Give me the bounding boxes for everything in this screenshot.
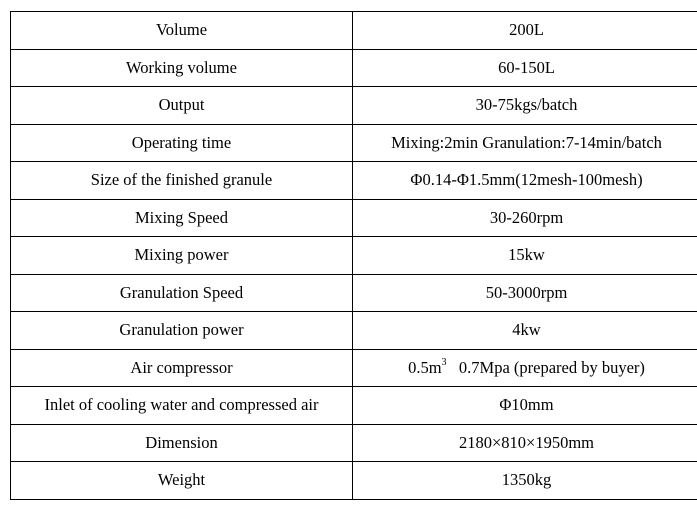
air-volume-value: 0.5m <box>408 357 442 377</box>
specification-table <box>10 11 697 500</box>
table-row <box>11 199 697 237</box>
spec-value: 1350kg <box>353 462 697 500</box>
spec-value: 50-3000rpm <box>353 274 697 312</box>
spec-label: Weight <box>11 462 353 500</box>
spec-label: Granulation power <box>11 312 353 350</box>
spec-value: 30-75kgs/batch <box>353 87 697 125</box>
table-row <box>11 462 697 500</box>
spec-label: Working volume <box>11 49 353 87</box>
spec-value: 30-260rpm <box>353 199 697 237</box>
spec-value: Φ0.14-Φ1.5mm(12mesh-100mesh) <box>353 162 697 200</box>
spec-label: Granulation Speed <box>11 274 353 312</box>
spec-label: Size of the finished granule <box>11 162 353 200</box>
table-row <box>11 124 697 162</box>
spec-value: 200L <box>353 12 697 50</box>
table-row <box>11 12 697 50</box>
spec-value: Mixing:2min Granulation:7-14min/batch <box>353 124 697 162</box>
table-row <box>11 162 697 200</box>
table-row <box>11 274 697 312</box>
spec-value: 2180×810×1950mm <box>353 424 697 462</box>
table-row <box>11 349 697 387</box>
table-row <box>11 424 697 462</box>
table-row <box>11 312 697 350</box>
spec-label: Mixing power <box>11 237 353 275</box>
table-row <box>11 387 697 425</box>
spec-label: Output <box>11 87 353 125</box>
spec-label: Inlet of cooling water and compressed air <box>11 387 353 425</box>
cubic-superscript: 3 <box>441 356 447 368</box>
spec-label: Mixing Speed <box>11 199 353 237</box>
table-row <box>11 49 697 87</box>
spec-value <box>353 349 697 387</box>
spec-value: 4kw <box>353 312 697 350</box>
spec-value: Φ10mm <box>353 387 697 425</box>
spec-value: 15kw <box>353 237 697 275</box>
air-pressure-value: 0.7Mpa (prepared by buyer) <box>446 357 645 377</box>
table-row <box>11 87 697 125</box>
spec-label: Operating time <box>11 124 353 162</box>
spec-label: Volume <box>11 12 353 50</box>
spec-label: Air compressor <box>11 349 353 387</box>
table-row <box>11 237 697 275</box>
spec-label: Dimension <box>11 424 353 462</box>
spec-value: 60-150L <box>353 49 697 87</box>
